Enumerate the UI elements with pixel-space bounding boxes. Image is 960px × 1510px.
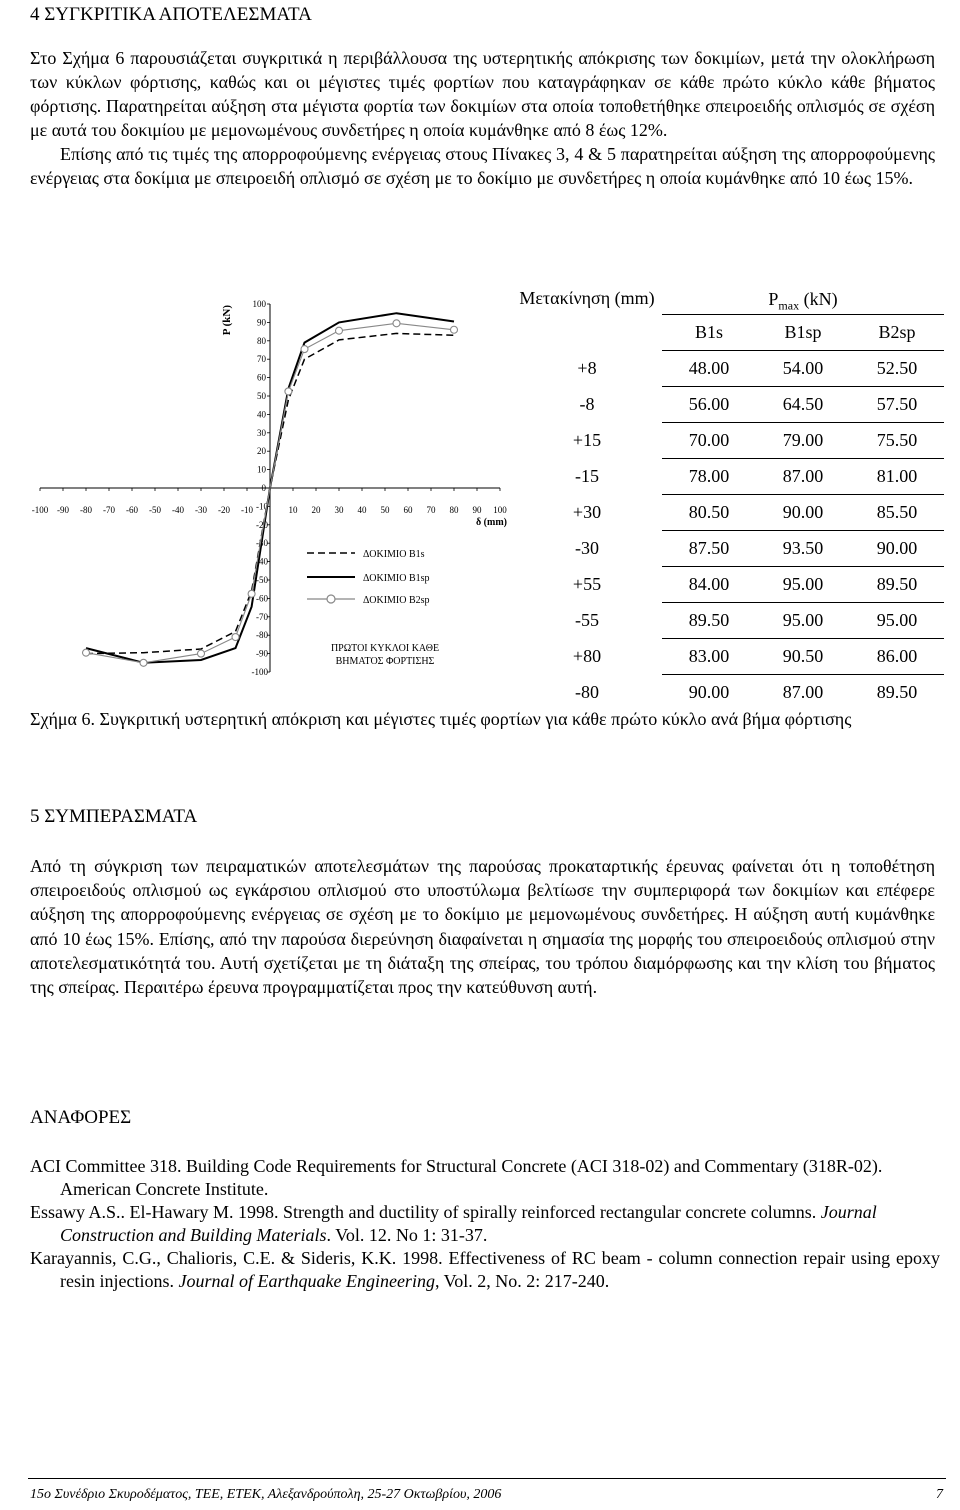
cell-displacement: +8: [577, 358, 597, 378]
figure-caption: [30, 707, 930, 732]
col-header-pmax: [662, 278, 944, 315]
cell-b1sp: 64.50: [756, 387, 850, 423]
series-point-2: [83, 649, 90, 656]
cell-b1sp: 95.00: [756, 567, 850, 603]
x-tick-label: 40: [357, 505, 367, 515]
reference-2: [30, 1201, 940, 1247]
col-header-b2sp: B2sp: [850, 315, 944, 351]
section-4-heading: 4 ΣΥΓΚΡΙΤΙΚΑ ΑΠΟΤΕΛΕΣΜΑΤΑ: [30, 4, 312, 25]
x-tick-label: 30: [334, 505, 344, 515]
cell-displacement: -80: [575, 681, 599, 702]
table-row: [512, 459, 944, 495]
cell-b1sp: 90.00: [756, 495, 850, 531]
y-tick-label: 30: [257, 427, 266, 438]
y-tick-label: 90: [257, 317, 266, 328]
x-tick-label: -90: [57, 505, 69, 515]
section-4-body: [30, 46, 935, 190]
reference-2-volume: . Vol. 12. No 1: 31-37.: [326, 1225, 488, 1245]
cell-b1s: 89.50: [662, 603, 756, 639]
pmax-subscript: max: [778, 299, 800, 313]
section-5-heading: 5 ΣΥΜΠΕΡΑΣΜΑΤΑ: [30, 806, 198, 827]
x-axis-label: δ (mm): [475, 517, 507, 528]
paragraph-1: Στο Σχήμα 6 παρουσιάζεται συγκριτικά η περιβάλλουσα της υστερητικής απόκρισης των δοκιμίων, μετά την ολοκλήρωση των κύκλων φόρτισης, καθώς και οι μέγιστες τιμές φορτίων που καταγράφηκαν σε κάθε πρώτο κύκλο κάθε βήματος φόρτισης. Παρατηρείται αύξηση στα μέγιστα φορτία των δοκιμίων στα οποία τοποθετήθηκε σπειροειδής οπλισμός σε σχέση με αυτά του δοκιμίου με μεμονωμένους συνδετήρες η οποία κυμάνθηκε από 8 έως 12%.: [30, 48, 935, 140]
x-tick-label: -20: [218, 505, 230, 515]
cell-b1s: 87.50: [662, 531, 756, 567]
x-tick-label: -50: [149, 505, 161, 515]
x-tick-label: -80: [80, 505, 92, 515]
y-tick-label: -20: [256, 519, 268, 530]
y-tick-label: 50: [257, 391, 266, 401]
reference-3: [30, 1247, 940, 1293]
y-tick-label: -80: [256, 630, 268, 641]
table-row: [512, 423, 944, 459]
cell-displacement: +80: [572, 646, 602, 666]
cell-displacement: -8: [579, 394, 595, 414]
reference-3-text: Karayannis, C.G., Chalioris, C.E. & Sideris, K.K. 1998. Effectiveness of RC beam - column connection repair using epoxy resin injections.: [30, 1248, 940, 1291]
table-row: [512, 675, 944, 711]
cell-b1sp: 54.00: [756, 351, 850, 387]
series-point-2: [198, 650, 205, 657]
reference-2-journal: Journal Construction and Building Materials: [60, 1202, 877, 1245]
series-point-2: [336, 327, 343, 334]
legend-label-b1sp: ΔΟΚΙΜΙΟ B1sp: [363, 573, 430, 584]
cell-displacement: +55: [572, 574, 602, 594]
series-point-2: [232, 634, 239, 641]
cell-displacement: +30: [572, 502, 602, 522]
x-tick-label: 100: [493, 505, 507, 515]
table-row: [512, 351, 944, 387]
y-tick-label: 70: [257, 354, 266, 365]
y-axis-label: P (kN): [221, 305, 233, 336]
series-point-2: [140, 659, 147, 666]
cell-b2sp: 90.00: [850, 531, 944, 567]
cell-b1s: 83.00: [662, 639, 756, 675]
y-tick-label: 20: [257, 446, 266, 457]
cell-b2sp: 86.00: [850, 639, 944, 675]
cell-b2sp: 57.50: [850, 387, 944, 423]
cell-b2sp: 75.50: [850, 423, 944, 459]
table-row: [512, 603, 944, 639]
cell-b1sp: 93.50: [756, 531, 850, 567]
x-tick-label: 60: [403, 505, 413, 515]
col-header-b1s: B1s: [662, 315, 756, 351]
cell-b1sp: 95.00: [756, 603, 850, 639]
cell-b1sp: 87.00: [756, 675, 850, 711]
y-tick-label: -60: [256, 593, 268, 604]
cell-b1s: 70.00: [662, 423, 756, 459]
cell-b1s: 80.50: [662, 495, 756, 531]
col-header-displacement: Μετακίνηση (mm): [519, 288, 655, 308]
y-tick-label: 100: [252, 299, 266, 309]
y-tick-label: -40: [256, 556, 268, 567]
series-point-2: [393, 320, 400, 327]
cell-displacement: -15: [575, 466, 599, 486]
table-row: [512, 495, 944, 531]
x-tick-label: -70: [103, 505, 115, 515]
x-tick-label: 90: [472, 505, 482, 515]
table-row: [512, 531, 944, 567]
references-heading: ΑΝΑΦΟΡΕΣ: [30, 1107, 132, 1128]
y-tick-label: -70: [256, 611, 268, 622]
series-point-2: [285, 388, 292, 395]
y-tick-label: 60: [257, 372, 266, 383]
x-tick-label: -10: [241, 505, 253, 515]
cell-b1sp: 79.00: [756, 423, 850, 459]
x-tick-label: 20: [311, 505, 321, 515]
cell-b1s: 84.00: [662, 567, 756, 603]
chart-legend: [307, 549, 430, 606]
cell-b1sp: 90.50: [756, 639, 850, 675]
cell-displacement: +15: [572, 430, 602, 450]
y-tick-label: -30: [256, 538, 268, 549]
chart-annotation-line-1: ΠΡΩΤΟΙ ΚΥΚΛΟΙ ΚΑΘΕ: [330, 643, 440, 654]
x-tick-label: -100: [31, 505, 49, 515]
table-row: [512, 387, 944, 423]
x-tick-label: 80: [449, 505, 459, 515]
cell-b2sp: 89.50: [850, 675, 944, 711]
cell-b1s: 78.00: [662, 459, 756, 495]
cell-b2sp: 89.50: [850, 567, 944, 603]
reference-2-text: Essawy A.S.. El-Hawary M. 1998. Strength and ductility of spirally reinforced rectangular concrete columns.: [30, 1202, 821, 1222]
legend-label-b2sp: ΔΟΚΙΜΙΟ B2sp: [363, 595, 430, 606]
series-point-2: [301, 346, 308, 353]
footer-conference: 15ο Συνέδριο Σκυροδέματος, ΤΕΕ, ΕΤΕΚ, Αλεξανδρούπολη, 25-27 Οκτωβρίου, 2006: [30, 1487, 502, 1502]
pmax-symbol: P: [768, 289, 779, 310]
table-row: [512, 639, 944, 675]
figure-caption-text: Συγκριτική υστερητική απόκριση και μέγιστες τιμές φορτίων για κάθε πρώτο κύκλο ανά βήμα φόρτισης: [94, 709, 852, 729]
x-tick-label: -40: [172, 505, 184, 515]
y-tick-label: 10: [257, 464, 266, 475]
cell-b2sp: 52.50: [850, 351, 944, 387]
y-tick-label: -100: [251, 667, 268, 677]
section-5-body: [30, 854, 935, 999]
cell-b1s: 56.00: [662, 387, 756, 423]
footer-page-number: 7: [936, 1487, 943, 1502]
cell-b1sp: 87.00: [756, 459, 850, 495]
hysteresis-envelope-chart: [25, 285, 520, 695]
y-tick-label: -90: [256, 648, 268, 659]
reference-3-journal: Journal of Earthquake Engineering: [178, 1271, 435, 1291]
pmax-unit: (kN): [799, 289, 838, 310]
y-tick-label: 0: [261, 483, 266, 493]
cell-b2sp: 81.00: [850, 459, 944, 495]
x-tick-label: 70: [426, 505, 436, 515]
y-tick-label: -50: [256, 575, 268, 585]
table-row: [512, 567, 944, 603]
pmax-table: [512, 278, 944, 710]
cell-b2sp: 95.00: [850, 603, 944, 639]
cell-displacement: -55: [575, 610, 599, 630]
cell-b1s: 90.00: [662, 675, 756, 711]
figure-label: Σχήμα 6.: [30, 709, 95, 729]
references-list: [30, 1155, 940, 1293]
legend-marker-b2sp: [327, 595, 335, 603]
y-tick-label: 40: [257, 409, 266, 420]
legend-label-b1s: ΔΟΚΙΜΙΟ B1s: [363, 549, 425, 560]
col-header-b1sp: B1sp: [756, 315, 850, 351]
x-tick-label: 50: [380, 505, 390, 515]
series-point-2: [248, 590, 255, 597]
x-tick-label: 10: [288, 505, 298, 515]
x-tick-label: -60: [126, 505, 138, 515]
cell-b2sp: 85.50: [850, 495, 944, 531]
pmax-table-wrapper: [512, 278, 944, 710]
conclusions-paragraph: Από τη σύγκριση των πειραματικών αποτελεσμάτων της παρούσας προκαταρτικής έρευνας φαίνεται ότι η τοποθέτηση σπειροειδούς οπλισμού ως εγκάρσιου οπλισμού στο υποστύλωμα βελτίωσε την συμπεριφορά των δοκιμίων και επέφερε αύξηση της απορροφούμενης ενέργειας σε σχέση με το δοκίμιο με μεμονωμένους συνδετήρες. Η αύξηση αυτή κυμάνθηκε από 10 έως 15%. Επίσης, από την παρούσα διερεύνηση διαφαίνεται η σημασία της μορφής του σπειροειδούς οπλισμού στην αποτελεσματικότητά του. Αυτή σχετίζεται με τη διάταξη της σπείρας, του τρόπου διαμόρφωσης και την κλίση του βήματος της σπείρας. Περαιτέρω έρευνα προγραμματίζεται προς την κατεύθυνση αυτή.: [30, 856, 935, 998]
chart-annotation-line-2: ΒΗΜΑΤΟΣ ΦΟΡΤΙΣΗΣ: [335, 656, 435, 667]
reference-1: ACI Committee 318. Building Code Requirements for Structural Concrete (ACI 318-02) and Commentary (318R-02). American Concrete Institute.: [30, 1156, 883, 1199]
cell-displacement: -30: [575, 538, 599, 558]
reference-3-volume: , Vol. 2, No. 2: 217-240.: [434, 1271, 610, 1291]
y-tick-label: 80: [257, 335, 266, 346]
y-tick-label: -10: [256, 501, 268, 512]
x-tick-label: -30: [195, 505, 207, 515]
cell-b1s: 48.00: [662, 351, 756, 387]
series-point-2: [451, 326, 458, 333]
paragraph-2: Επίσης από τις τιμές της απορροφούμενης ενέργειας στους Πίνακες 3, 4 & 5 παρατηρείται αύξηση της απορροφούμενης ενέργειας στα δοκίμια με σπειροειδή οπλισμό σε σχέση με το δοκίμιο με συνδετήρες η οποία κυμάνθηκε από 10 έως 15%.: [30, 144, 935, 188]
footer-rule: [28, 1478, 946, 1479]
